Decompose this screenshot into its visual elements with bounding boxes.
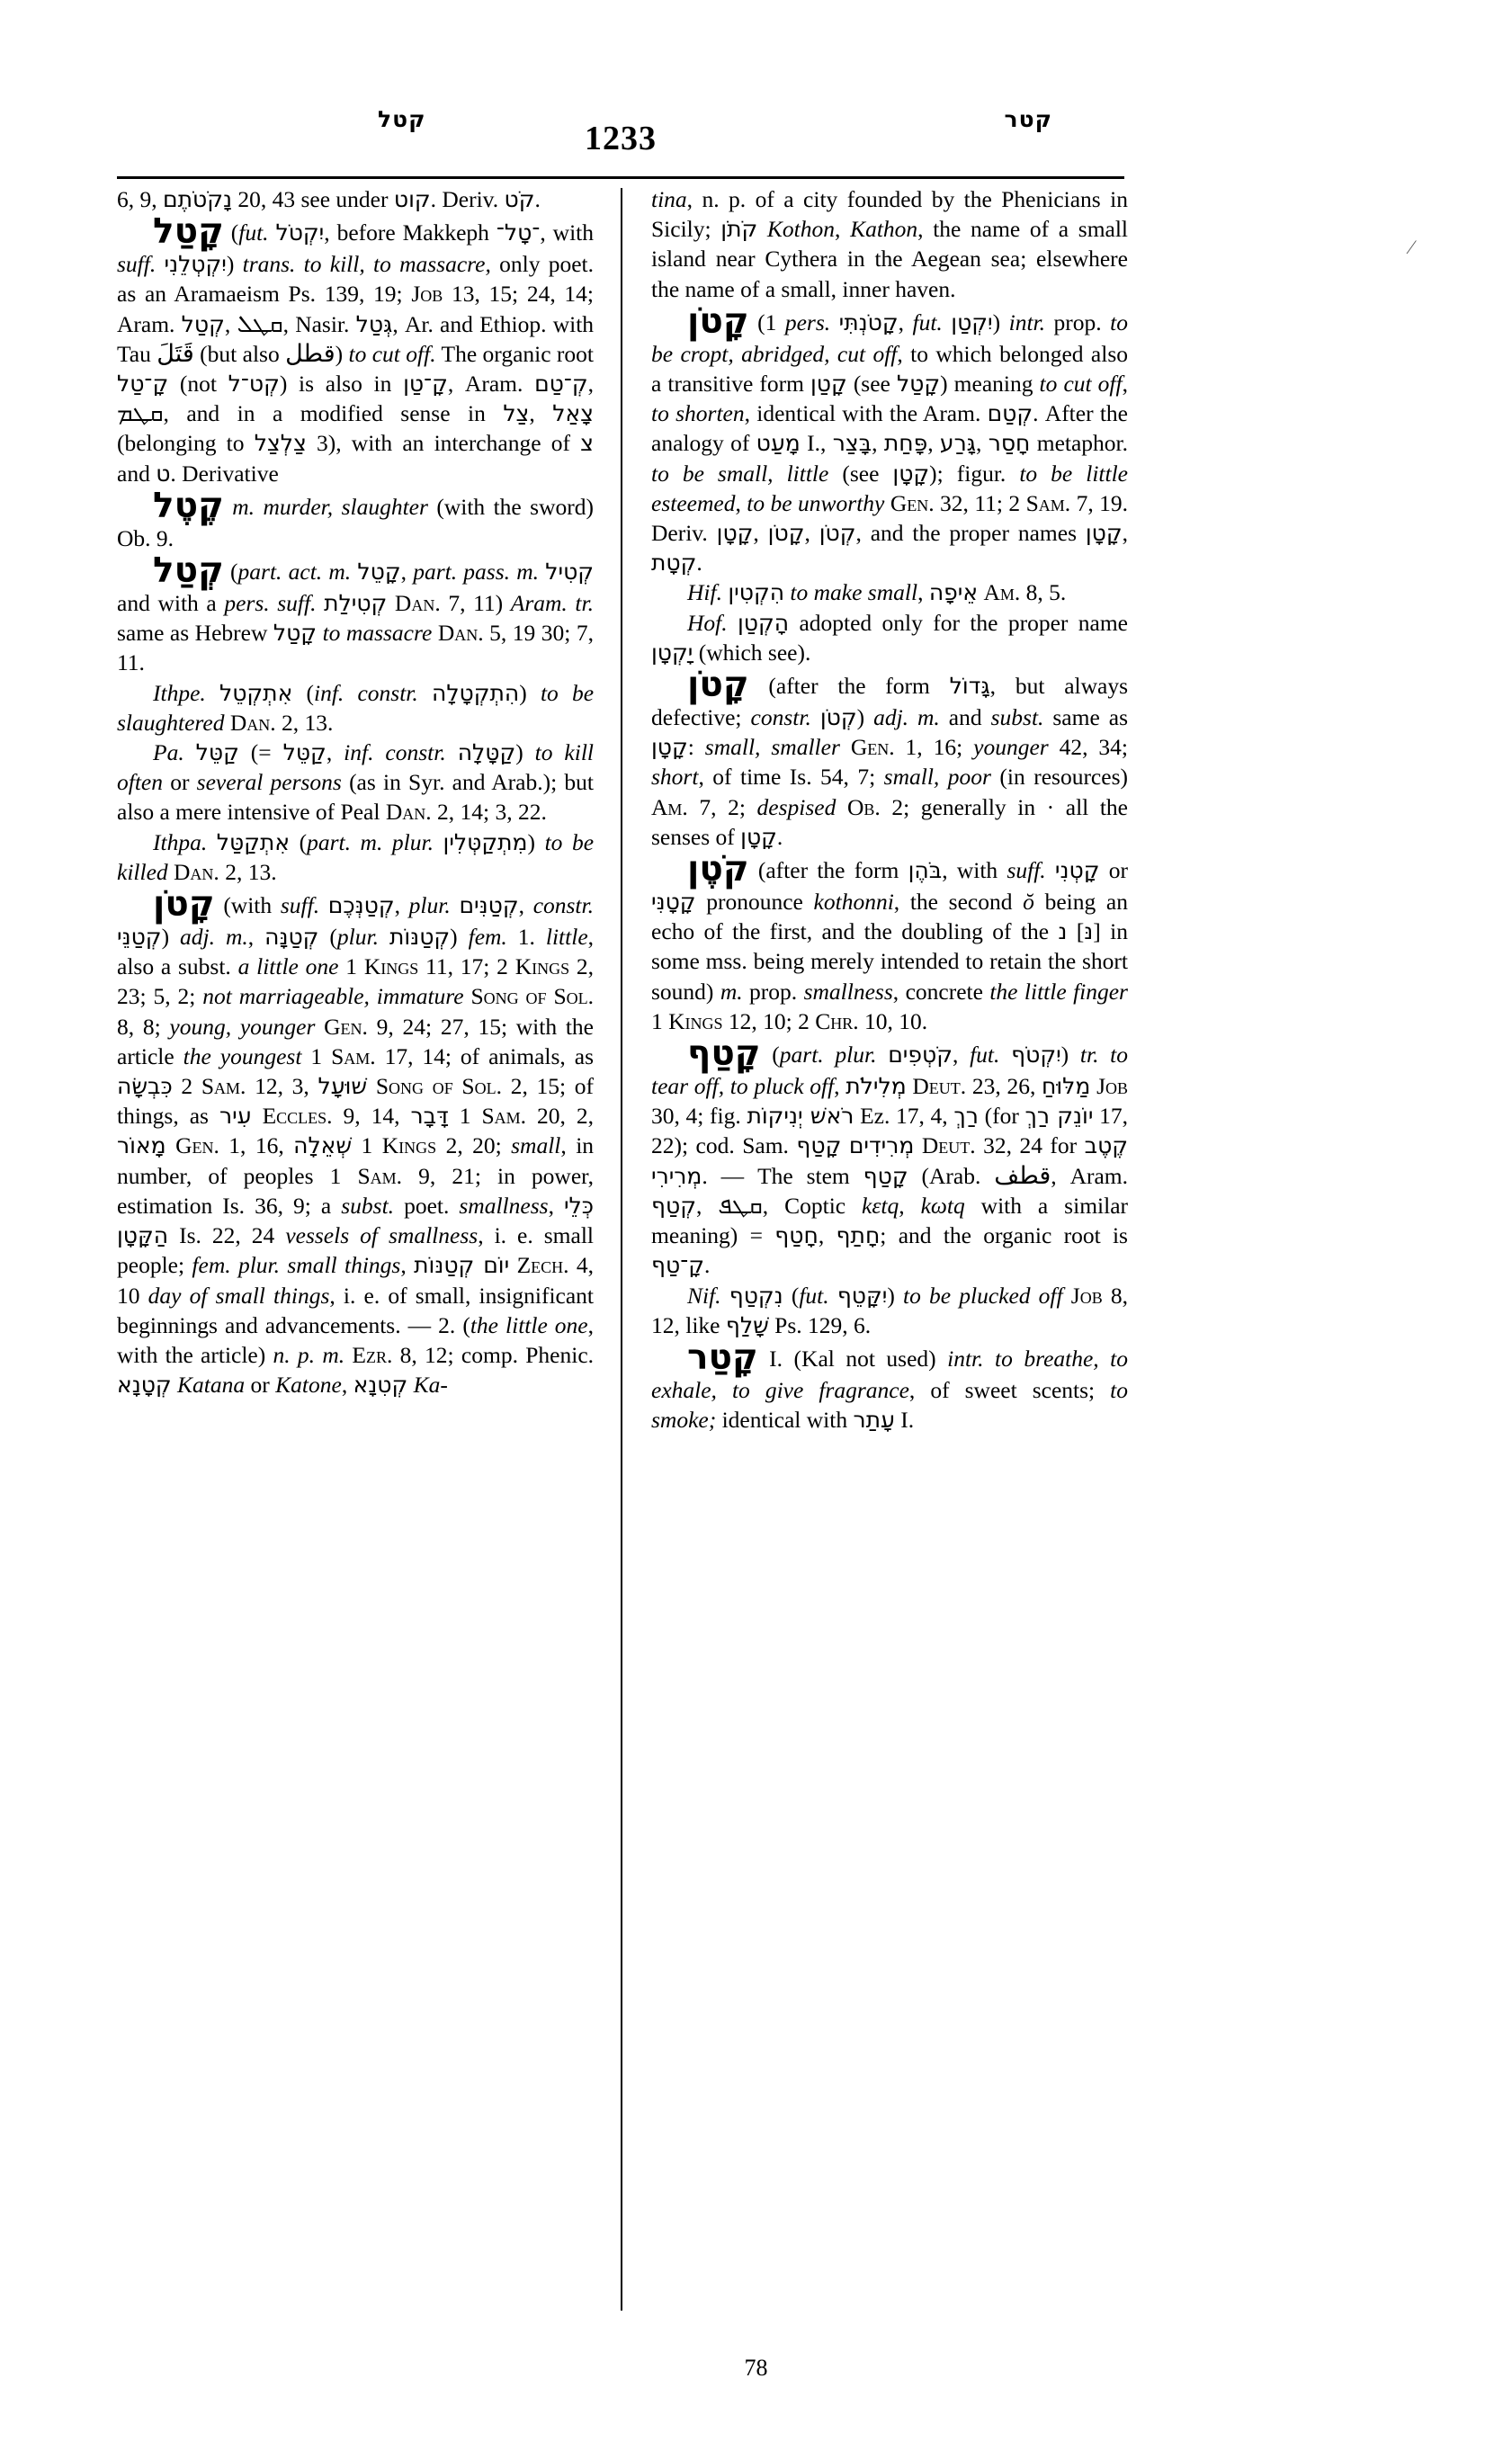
dictionary-entry: 6, 9, נָקֹטֹתֶם 20, 43 see under קוט. Deriv. קֹט.: [117, 186, 541, 212]
dictionary-entry: קָטַף (part. plur. קֹטְפִים, fut. יִקְטֹף) tr. to tear off, to pluck off, מְלִילֹת Deut. 23, 26, מַלּוּחַ Job 30, 4; fig. רֹאשׁ יְנִיקוֹת Ez. 17, 4, רַךְ (for יוֹנֵק רַךְ 17, 22); cod. Sam. קָטַף מְרִידִים Deut. 32, 24 for קֶטֶב מְרִירִי. — The stem קָטַף (Arab. قطف, Aram. קְטַף, ܩܛܦ, Coptic kεtq, kωtq with a similar meaning) = חָטַף, חָתַף; and the organic root is קָ־טַף.: [651, 1033, 1129, 1279]
header-divider-rule: [117, 176, 1124, 179]
two-column-body: [117, 184, 1128, 2325]
dictionary-entry: Nif. נִקְטַף (fut. יִקָּטֵף) to be plucked off Job 8, 12, like שָׁלַף Ps. 129, 6.: [651, 1282, 1129, 1338]
column-right: [651, 184, 1128, 2325]
dictionary-entry: קְטַל (part. act. m. קָטֵל, part. pass. m. קְטִיל and with a pers. suff. קְטִילַת Dan. 7, 11) Aram. tr. same as Hebrew קָטַל to massacre Dan. 5, 19 30; 7, 11.: [117, 550, 595, 676]
sheet-signature: 78: [744, 2355, 768, 2381]
page-number: 1233: [585, 120, 657, 157]
dictionary-entry: Hif. הִקְטִין to make small, אֵיפָה Am. 8, 5.: [687, 579, 1067, 606]
dictionary-entry: קָטֹן (1 pers. קָטֹנְתִּי, fut. יִקְטַן) intr. prop. to be cropt, abridged, cut off, to which belonged also a transitive form קָטַן (see קָטַל) meaning to cut off, to shorten, identical with the Aram. קְטַם. After the analogy of מָעַט I., בָּצַר, פָּחַת, גָּרַע, חָסַר metaphor. to be small, little (see קָטָן); figur. to be little esteemed, to be unworthy Gen. 32, 11; 2 Sam. 7, 19. Deriv. קָטָן, קָטֹן, קְטֹן, and the proper names קָטָן, קְטָת.: [651, 300, 1129, 577]
column-divider-rule: [621, 188, 622, 2311]
column-left: [117, 184, 594, 2325]
dictionary-entry: קָטֹן (after the form גָּדוֹל, but always defective; constr. קְטֹן) adj. m. and subst. same as קָטָן: small, smaller Gen. 1, 16; younger 42, 34; short, of time Is. 54, 7; small, poor (in resources) Am. 7, 2; despised Ob. 2; generally in · all the senses of קָטָן.: [651, 665, 1129, 850]
margin-mark: ⁄: [1409, 236, 1413, 258]
dictionary-entry: קָטַל (fut. יִקְטֹל, before Makkeph ־טָל־, with suff. יִקְטְלֵנִי) trans. to kill, to massacre, only poet. as an Aramaeism Ps. 139, 19; Job 13, 15; 24, 14; Aram. קְטַל, ܩܛܠ, Nasir. גְּטַל, Ar. and Ethiop. with Tau قَتَلَ (but also قطل) to cut off. The organic root קָ־טַל (not קְט־ל) is also in קָ־טַן, Aram. קְ־טַם, ܩܛܡ, and in a modified sense in צַל, צָאַל (belonging to צַלְצַל 3), with an interchange of צ and ט. Derivative: [117, 211, 595, 487]
dictionary-entry: קֶטֶל m. murder, slaughter (with the sword) Ob. 9.: [117, 485, 595, 551]
dictionary-entry: Hof. הָקְטַן adopted only for the proper name יָקְטָן (which see).: [651, 609, 1129, 666]
dictionary-entry: קָטֹן (with suff. קְטַנְּכֶם, plur. קְטַנִּים, constr. קְטַנֵּי) adj. m., קְטַנָּה (plur. קְטַנּוֹת) fem. 1. little, also a subst. a little one 1 Kings 11, 17; 2 Kings 2, 23; 5, 2; not marriageable, immature Song of Sol. 8, 8; young, younger Gen. 9, 24; 27, 15; with the article the youngest 1 Sam. 17, 14; of animals, as כִּבְשָׂה 2 Sam. 12, 3, שׁוּעָל Song of Sol. 2, 15; of things, as עִיר Eccles. 9, 14, דָּבָר 1 Sam. 20, 2, מָאוֹר Gen. 1, 16, שְׁאֵלָה 1 Kings 2, 20; small, in number, of peoples 1 Sam. 9, 21; in power, estimation Is. 36, 9; a subst. poet. smallness, כְּלֵי הַקָּטָן Is. 22, 24 vessels of smallness, i. e. small people; fem. plur. small things, יוֹם קְטַנּוֹת Zech. 4, 10 day of small things, i. e. of small, insignificant beginnings and advancements. — 2. (the little one, with the article) n. p. m. Ezr. 8, 12; comp. Phenic. קְטָנָא Katana or Katone, קְטִנָא Ka-: [117, 884, 595, 1399]
dictionary-entry: Ithpa. אִתְקַטַּל (part. m. plur. מִתְקַטְּלִין) to be killed Dan. 2, 13.: [117, 828, 595, 885]
dictionary-entry: Pa. קַטֵּל (= קַטֵּל, inf. constr. קַטָּלָה) to kill often or several persons (as in Syr. and Arab.); but also a mere intensive of Peal Dan. 2, 14; 3, 22.: [117, 739, 595, 826]
dictionary-entry: Ithpe. אִתְקְטֵל (inf. constr. הִתְקְטָלָה) to be slaughtered Dan. 2, 13.: [117, 679, 595, 736]
page-header: [117, 99, 1124, 180]
dictionary-entry: tina, n. p. of a city founded by the Phenicians in Sicily; קֹתֹן Kothon, Kathon, the name of a small island near Cythera in the Aegean sea; elsewhere the name of a small, inner haven.: [651, 186, 1129, 302]
dictionary-entry: קֹטֶן (after the form בֹּהֶן, with suff. קָטְנִי or קָטָנִּי pronounce kothonni, the second ŏ being an echo of the first, and the doubling of the נ [נּ] in some mss. being merely intended to retain the short sound) m. prop. smallness, concrete the little finger 1 Kings 12, 10; 2 Chr. 10, 10.: [651, 849, 1128, 1034]
header-hebrew-left: קטל: [378, 106, 426, 132]
header-hebrew-right: קטר: [1004, 106, 1052, 132]
dictionary-entry: קָטַר I. (Kal not used) intr. to breathe, to exhale, to give fragrance, of sweet scents; to smoke; identical with עָתַר I.: [651, 1337, 1128, 1434]
